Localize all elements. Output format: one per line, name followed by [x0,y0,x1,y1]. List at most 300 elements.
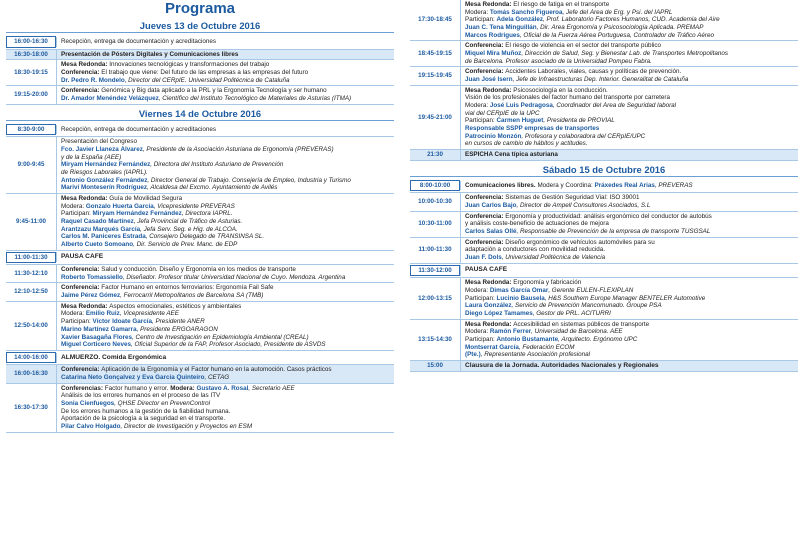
schedule-row [410,264,798,279]
session-line [465,266,796,274]
session-line [61,385,392,393]
session-content [460,265,798,275]
session-time: 12:50-14:00 [14,322,48,330]
speaker-name: Ramón Ferrer [489,328,532,336]
session-text: Participan: [465,335,497,343]
session-time: 15:00 [427,362,443,370]
page-title: Programa [164,0,236,17]
session-text: Participan: [61,318,93,326]
speaker-name: Dimas García Omar [489,286,549,294]
session-line [465,336,796,344]
session-text: , Directora IAPRL. [181,210,233,218]
session-line [61,318,392,326]
session-text: , Prof. Laboratorio Factores Humanos, CUD. Academia del Aire [543,16,720,24]
session-text: de Riesgos Laborales (IAPRL). [61,168,148,176]
session-text: , Dirección de Salud, Seg. y Bienestar Lab. de Transportes Metropolitanos [521,50,729,58]
session-content [460,86,798,149]
session-text: , Coordinador del Área de Seguridad laboral [552,102,677,110]
session-text: Modera: [465,286,490,294]
schedule-row [6,302,394,351]
session-line [61,77,392,85]
session-text: Participan: [465,117,497,125]
speaker-name: Antonio Bustamante [496,335,559,343]
session-text: Mesa Redonda: [465,279,514,287]
session-text: , Diseñador. Profesor titular Universidad Nacional de Cuyo. Mendoza. Argentina [122,273,346,281]
session-line [465,194,796,202]
session-text: Mesa Redonda: [465,86,514,94]
session-text: vial del CERpIE de la UPC [465,109,540,117]
session-text: , Consejero Delegado de TRANSINSA SL. [145,233,265,241]
speaker-name: Dr. Pedro R. Mondelo [61,76,125,84]
session-text: Mesa Redonda: [61,194,110,202]
session-line [465,239,796,247]
session-line [465,9,796,17]
session-text: , QHSE Director en PrevenControl [114,400,211,408]
session-content [56,384,394,432]
schedule-row [6,35,394,50]
session-content [56,137,394,193]
day-heading: Jueves 13 de Octubre 2016 [6,20,394,33]
session-line [61,292,392,300]
session-text: , Científico del Instituto Tecnológico de Materiales de Asturias (ITMA) [158,94,352,102]
speaker-name: Arantzazu Marqués García [61,225,141,233]
session-text: Mesa Redonda: [465,1,514,8]
session-text: Salud y conducción. Diseño y Ergonomía en los medios de transporte [101,266,296,274]
session-text: , Director del CERpIE. Universidad Politécnica de Cataluña [124,76,290,84]
session-line [61,154,392,162]
session-text: Mesa Redonda: [61,302,110,310]
session-line [61,374,392,382]
session-text: Modera: [465,102,490,110]
session-time: 8:30-9:00 [6,124,56,136]
speaker-name: Miguel Corticero Neves [61,341,131,349]
session-line [61,184,392,192]
session-text: , Directora del Instituto Asturiano de Prevención [150,161,284,169]
session-text: , Director de Ampell Consultores Asociados, S.L [516,202,651,209]
speaker-name: Patrocinio Monzón [465,132,522,140]
session-text: Conferencia: [465,68,506,76]
speaker-name: Emilio Ruiz [85,310,120,318]
session-text: , Centro de Investigación en Epidemiología Ambiental (CREAL) [132,333,309,341]
session-content [460,212,798,237]
session-line [61,241,392,249]
session-text: , Universidad Politécnica de Valencia [501,254,606,262]
speaker-name: Responsable SSPP empresas de transportes [465,125,600,133]
schedule-row [6,137,394,194]
speaker-name: Jaime Pérez Gómez [61,292,121,300]
session-line [465,102,796,110]
session-content [460,193,798,210]
session-content [56,252,394,262]
session-text: Clausura de la Jornada. Autoridades Nacionales y Regionales [465,361,659,369]
speaker-name: Juan C. Tena Minguillán [465,24,537,32]
session-line [465,287,796,295]
session-line [61,138,392,146]
session-text: Conferencia: [61,366,102,374]
session-line [61,334,392,342]
session-content [56,365,394,382]
session-text: Factor humano y error. [104,384,171,392]
speaker-name: Carlos Salas Ollé [465,228,517,236]
session-text: Comunicaciones libres. [465,181,538,189]
session-line [61,310,392,318]
session-line [465,94,796,102]
speaker-name: Lucinio Bausela [496,294,545,302]
session-content [460,41,798,66]
session-line [465,351,796,359]
schedule-row [6,194,394,251]
speaker-name: Dr. Amador Menéndez Velázquez [61,94,159,102]
session-text: Diseño ergonómico de vehículos automóviles para su [505,238,655,246]
session-line [465,125,796,133]
session-time: 10:30-11:00 [418,220,452,228]
session-line [61,400,392,408]
session-line [61,253,392,261]
session-text: Sistemas de Gestión Seguridad Vial: ISO 39001 [505,194,640,202]
session-line [61,87,392,95]
session-time: 18:30-19:15 [14,68,48,76]
session-content [460,181,798,191]
session-line [465,279,796,287]
session-line [61,218,392,226]
speaker-name: Juan Carlos Bajo [465,202,517,209]
speaker-name: Carlos M. Paniceres Estrada [61,233,146,241]
speaker-name: Adela González [496,16,544,24]
schedule-row [6,283,394,301]
session-text: Análisis de los errores humanos en el proceso de las ITV [61,392,221,400]
session-text: y análisis coste-beneficio de actuaciones de mejora [465,220,609,228]
session-text: El trabajo que viene: Del futuro de las empresas a las empresas del futuro [101,68,309,76]
session-text: Aportación de la psicología a la seguridad en el transporte. [61,415,226,423]
session-text: , Alcaldesa del Excmo. Ayuntamiento de Avilés [147,184,278,192]
session-text: Conferencia: [465,238,506,246]
session-line [465,32,796,40]
session-text: Modera: [465,8,490,16]
session-content [56,125,394,135]
session-text: Participan: [465,16,497,24]
session-line [465,182,796,190]
session-text: , Ferrocarril Metropolitanos de Barcelona SA (TMB) [120,292,264,300]
session-line [61,210,392,218]
schedule-row [410,320,798,361]
session-line [465,344,796,352]
session-text: , Oficial Superior de la FAP, Profesor Asociado, Presidente de ASVDS [131,341,326,349]
schedule-row [410,41,798,67]
session-line [61,177,392,185]
session-text: , Presidente ANER [152,318,205,326]
speaker-name: Miryam Hernández Fernández [92,210,182,218]
session-time: 19:15-19:45 [418,72,452,80]
session-time: 16:30-17:30 [14,403,48,411]
session-text: El riesgo de violencia en el sector del transporte público [505,42,662,50]
session-text: Ergonomía y productividad: análisis ergonómico del conductor de autobús [505,212,712,220]
session-line [61,161,392,169]
speaker-name: José Luis Pedragosa [489,102,553,110]
session-text: El riesgo de fatiga en el transporte [513,1,610,8]
session-line [465,58,796,66]
session-text: , Arquitecto. Ergónomo UPC [558,335,638,343]
speaker-name: Marcos Rodrigues [465,31,520,39]
speaker-name: Fco. Javier Llaneza Álvarez [61,145,143,153]
session-line [61,266,392,274]
session-time: 12:10-12:50 [14,288,48,296]
session-line [61,303,392,311]
right-column [410,0,798,555]
session-text: , Presidente de la Asociación Asturiana de Ergonomía (PREVERAS) [142,145,334,153]
session-line [61,233,392,241]
speaker-name: Mariví Monteserín Rodríguez [61,184,148,192]
session-line [465,133,796,141]
session-text: , Federación ECOM [518,343,575,351]
session-text: , Vicepresidente AEE [119,310,179,318]
session-line [61,354,392,362]
session-time: 16:00-16:30 [14,370,48,378]
session-time: 19:45-21:00 [418,113,452,121]
session-line [465,16,796,24]
session-time: 16:30-18:00 [14,50,48,58]
session-line [465,295,796,303]
speaker-name: Carmen Huguet [496,117,544,125]
session-text: , H&S Southern Europe Manager BENTELER Automotive [544,294,706,302]
session-text: , Dir. Servicio de Prev. Manc. de EDP [133,240,238,248]
day-heading: Sábado 15 de Octubre 2016 [410,164,798,177]
session-line [465,117,796,125]
session-line [61,38,392,46]
session-content [460,320,798,360]
speaker-name: Miquel Mira Muñoz [465,50,522,58]
speaker-name: Xavier Basagaña Flores [61,333,133,341]
session-time: 18:45-19:15 [418,50,452,58]
session-line [61,226,392,234]
session-text: Accesibilidad en sistemas públicos de transporte [513,320,650,328]
session-text: Aplicación de la Ergonomía y el Factor humano en la automoción. Casos prácticos [101,366,332,374]
speaker-name: Laura González [465,302,512,310]
session-line [465,76,796,84]
session-text: PAUSA CAFÉ [465,266,508,274]
session-line [61,274,392,282]
session-line [61,326,392,334]
session-text: Mesa Redonda: [465,320,514,328]
session-text: Conferencias: [61,384,105,392]
speaker-name: Tomás Sancho Figueroa [489,8,563,16]
session-text: Conferencia: [61,87,102,95]
session-line [465,151,796,159]
speaker-name: Pilar Calvo Holgado [61,423,121,431]
session-text: De los errores humanos a la gestión de la fiabilidad humana. [61,407,231,415]
session-text: Guía de Movilidad Segura [109,194,183,202]
session-content [56,302,394,350]
session-content [460,361,798,371]
session-line [61,146,392,154]
session-line [465,213,796,221]
session-text: Participan: [61,210,93,218]
speaker-name: Roberto Tomassiello [61,273,123,281]
session-text: adaptación a conductores con movilidad reducida. [465,246,606,254]
session-line [61,408,392,416]
session-line [61,366,392,374]
session-time: 16:00-16:30 [6,36,56,48]
session-time: 11:00-11:30 [418,246,452,254]
speaker-name: Gonzalo Huerta García [85,202,154,210]
session-text: Recepción, entrega de documentación y acreditaciones [61,125,217,133]
session-text: , Jefa Serv. Seg. e Hig. de ALCOA. [140,225,238,233]
session-text: Cena típica asturiana [494,151,558,159]
session-text: Modera y Coordina: [537,181,595,189]
session-line [465,202,796,210]
schedule-row [6,60,394,86]
session-text: Modera: [170,384,197,392]
session-time: 9:45-11:00 [16,217,46,225]
session-content [460,278,798,318]
session-content [460,67,798,84]
schedule-row [410,238,798,264]
session-line [465,220,796,228]
session-text: Participan: [465,294,497,302]
session-text: , CETAG [204,374,230,382]
schedule-row [6,251,394,266]
session-line [465,228,796,236]
session-text: Modera: [465,328,490,336]
session-text: Presentación del Congreso [61,138,137,146]
schedule-row [6,365,394,383]
session-text: Visión de los profesionales del factor humano del transporte por carretera [465,94,670,102]
speaker-name: Sonia Cienfuegos [61,400,115,408]
session-content [56,50,394,60]
session-line [61,341,392,349]
session-text: Aspectos emocionales, estéticos y ambientales [109,302,242,310]
schedule-row [410,86,798,150]
session-content [56,265,394,282]
session-text: , Secretario AEE [248,384,295,392]
session-text: , Director General de Trabajo. Consejería de Empleo, Industria y Turismo [147,176,351,184]
session-text: Factor Humano en entornos ferroviarios: Ergonomía Fail Safe [101,284,274,292]
schedule-row [410,361,798,372]
session-line [465,68,796,76]
session-time: 11:00-11:30 [6,252,56,264]
session-text: Conferencia: [61,284,102,292]
speaker-name: Juan F. Dols [465,254,502,262]
session-text: , Gerente EULEN-FLEXIPLAN [548,286,634,294]
session-text: Recepción, entrega de documentación y acreditaciones [61,37,217,45]
session-text: , Presidenta de PROVIAL [543,117,615,125]
session-time: 21:30 [427,151,443,159]
session-text: , PREVERAS [654,181,693,189]
session-line [465,24,796,32]
session-line [465,246,796,254]
session-line [465,140,796,148]
session-text: y de la España (AEE) [61,153,122,161]
session-line [465,328,796,336]
speaker-name: Práxedes Real Arias [594,181,655,189]
session-line [465,42,796,50]
session-time: 12:00-13:15 [418,294,452,302]
schedule-row [6,384,394,433]
session-line [61,284,392,292]
session-line [465,362,796,370]
speaker-name: Víctor Idoate García [92,318,152,326]
session-content [460,238,798,263]
session-content [56,194,394,250]
session-content [56,353,394,363]
session-time: 13:15-14:30 [418,336,452,344]
speaker-name: Alberto Cueto Somoano [61,240,134,248]
schedule-row [410,0,798,41]
session-time: 19:15-20:00 [14,91,48,99]
session-text: Ergonomía y fabricación [513,279,582,287]
speaker-name: Diego López Tamames [465,309,533,317]
session-text: , Jefe del Área de Erg. y Psi. del IAPRL [562,8,673,16]
session-line [61,195,392,203]
session-text: Conferencia: [61,266,102,274]
session-line [61,423,392,431]
session-text: Accidentes Laborales, viales, causas y políticas de prevención. [505,68,682,76]
speaker-name: Miryam Hernández Fernández [61,161,151,169]
session-content [460,0,798,40]
session-time: 10:00-10:30 [418,198,452,206]
session-line [465,302,796,310]
session-text: , Responsable de Prevención de la empresa de transporte TUSGSAL [516,228,711,236]
session-text: Presentación de Pósters Digitales y Comunicaciones libres [61,50,239,58]
session-text: Conferencia: [465,42,506,50]
session-line [61,392,392,400]
speaker-name: Montserrat García [465,343,519,351]
session-text: Genómica y Big data aplicado a la PRL y la Ergonomía Tecnología y ser humano [101,87,327,95]
session-text: , Profesora y colaboradora del CERpIE/UPC [521,132,646,140]
session-line [61,203,392,211]
session-content [460,150,798,160]
session-text: , Presidente ERGOARAGON [136,325,218,333]
speaker-name: Marino Martínez Gamarra [61,325,137,333]
session-time: 9:00-9:45 [17,161,45,169]
schedule-row [410,193,798,211]
session-text: , Oficial de la Fuerza Aérea Portuguesa, Controlador de Tráfico Aéreo [519,31,714,39]
session-content [56,86,394,103]
session-text: ESPICHA [465,151,495,159]
day-heading: Viernes 14 de Octubre 2016 [6,108,394,121]
session-text: , Representante Asociación profesional [480,351,591,359]
session-text: Innovaciones tecnológicas y transformaciones del trabajo [109,61,270,69]
speaker-name: Raquel Casado Martínez [61,217,134,225]
session-line [465,110,796,118]
session-text: Conferencia: [465,194,506,202]
session-line [61,95,392,103]
schedule-row [6,265,394,283]
schedule-row [410,150,798,161]
session-content [56,283,394,300]
schedule-row [6,86,394,104]
session-time: 14:00-16:00 [6,352,56,364]
session-line [465,254,796,262]
session-text: Conferencia: [61,68,102,76]
schedule-row [6,351,394,366]
session-line [61,69,392,77]
session-content [56,37,394,47]
session-text: en cursos de cambio de hábitos y actitudes. [465,140,588,148]
session-line [61,61,392,69]
schedule-row [410,179,798,194]
session-time: 11:30-12:00 [410,265,460,277]
session-text: , Vicepresidente PREVERAS [153,202,235,210]
session-text: Modera: [61,310,86,318]
schedule-row [410,67,798,85]
session-text: Psicosociología en la conducción. [513,86,608,94]
session-time: 17:30-18:45 [418,16,452,24]
session-line [61,51,392,59]
schedule-row [410,278,798,319]
session-text: , Director de Investigación y Proyectos en ESM [120,423,253,431]
session-text: Conferencia: [465,212,506,220]
left-column [6,0,394,555]
